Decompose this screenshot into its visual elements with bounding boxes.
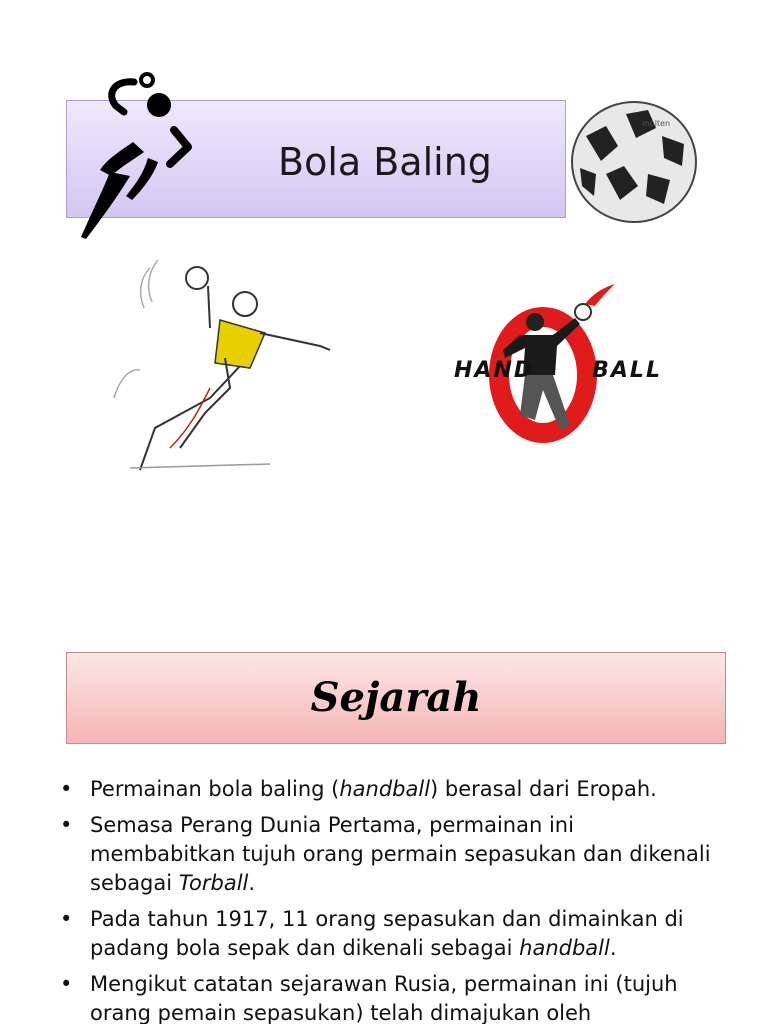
list-item: • Permainan bola baling (handball) berasal dari Eropah.: [60, 775, 720, 804]
svg-text:molten: molten: [642, 119, 671, 128]
bullet-icon: •: [60, 777, 73, 801]
slide-history: [0, 612, 768, 1024]
handball-ball-image: [566, 96, 702, 228]
list-item: • Semasa Perang Dunia Pertama, permainan ini membabitkan tujuh orang permain sepasukan dan dikenali sebagai Torball.: [60, 813, 711, 895]
bullet-icon: •: [60, 907, 73, 931]
history-points-list: [60, 775, 720, 1024]
handball-player-sketch-image: [100, 238, 335, 483]
section-heading: Sejarah: [310, 674, 482, 721]
bullet-icon: •: [60, 972, 73, 996]
bullet-icon: •: [60, 813, 73, 837]
handball-player-pictogram-icon: [78, 72, 198, 242]
list-item: • Pada tahun 1917, 11 orang sepasukan dan dimainkan di padang bola sepak dan dikenali sebagai handball.: [60, 907, 684, 960]
slide-title-text: Bola Baling: [278, 140, 492, 184]
list-item: • Mengikut catatan sejarawan Rusia, permainan ini (tujuh orang pemain sepasukan) telah dimajukan oleh: [60, 972, 678, 1024]
handball-logo-wordmark: HAND BALL: [454, 358, 662, 383]
